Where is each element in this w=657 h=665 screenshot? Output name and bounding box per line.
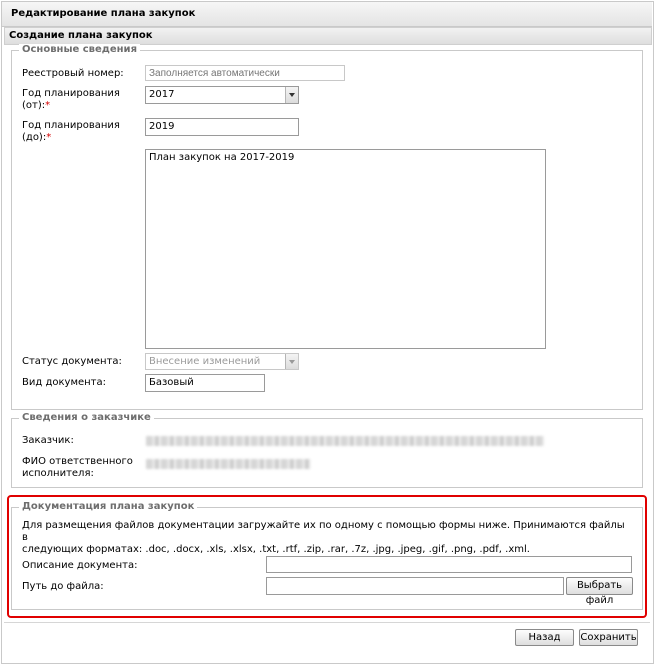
footer-divider xyxy=(4,622,650,623)
year-from-select[interactable] xyxy=(145,86,299,104)
status-label: Статус документа: xyxy=(22,356,122,367)
doc-type-label: Вид документа: xyxy=(22,377,106,388)
file-path-input[interactable] xyxy=(266,577,564,595)
year-from-label: Год планирования (от):* xyxy=(22,88,120,111)
year-to-input[interactable] xyxy=(145,118,299,136)
back-button[interactable]: Назад xyxy=(515,629,574,646)
section-header xyxy=(4,27,652,45)
status-select xyxy=(145,353,299,370)
year-to-value: 2019 xyxy=(149,121,175,132)
year-from-value: 2017 xyxy=(149,89,175,100)
description-label: Описание документа: xyxy=(22,560,138,571)
customer-label: Заказчик: xyxy=(22,435,74,446)
choose-file-button[interactable]: Выбрать файл xyxy=(566,577,633,595)
doc-type-input[interactable] xyxy=(145,374,265,392)
customer-value-redacted xyxy=(146,436,544,446)
docs-hint: Для размещения файлов документации загружайте их по одному с помощью формы ниже. Принимаются файлы в следующих форматах: .doc, .docx, .xls, .xlsx, .txt, .rtf, .zip, .rar, .7z, .jpg, .jpeg, .gif, .png, .pdf, .xml. xyxy=(22,520,625,555)
executor-label: ФИО ответственного исполнителя: xyxy=(22,456,133,479)
section-title: Создание плана закупок xyxy=(9,30,153,41)
docs-legend: Документация плана закупок xyxy=(19,501,197,512)
doc-type-value: Базовый xyxy=(149,377,194,388)
plan-name-value: План закупок на 2017-2019 xyxy=(149,152,295,163)
customer-legend: Сведения о заказчике xyxy=(19,412,154,423)
save-button[interactable]: Сохранить xyxy=(579,629,638,646)
registry-number-label: Реестровый номер: xyxy=(22,68,124,79)
window-titlebar xyxy=(2,2,652,27)
plan-name-textarea[interactable] xyxy=(145,149,546,349)
chevron-down-icon[interactable] xyxy=(285,87,298,103)
path-label: Путь до файла: xyxy=(22,581,104,592)
executor-value-redacted xyxy=(146,459,311,469)
year-to-label: Год планирования (до):* xyxy=(22,120,120,143)
basic-info-legend: Основные сведения xyxy=(19,44,140,55)
window-title: Редактирование плана закупок xyxy=(11,8,196,19)
description-input[interactable] xyxy=(266,556,632,573)
registry-number-input xyxy=(145,65,345,81)
chevron-down-icon xyxy=(285,354,298,369)
status-value: Внесение изменений xyxy=(149,356,261,367)
